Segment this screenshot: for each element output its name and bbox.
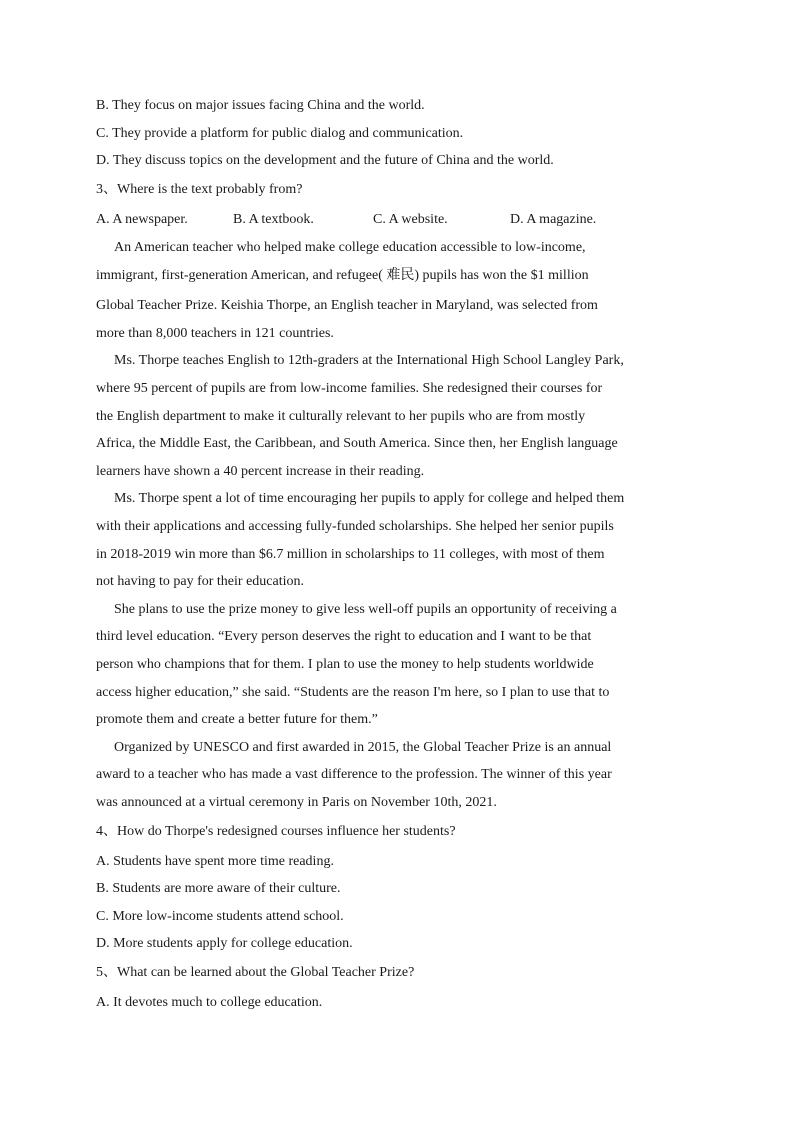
q4-option-c: C. More low-income students attend school. (96, 909, 344, 924)
passage-line: Global Teacher Prize. Keishia Thorpe, an English teacher in Maryland, was selected from (96, 298, 598, 313)
passage-line: award to a teacher who has made a vast difference to the profession. The winner of this year (96, 767, 612, 782)
passage-line: Ms. Thorpe teaches English to 12th-graders at the International High School Langley Park, (114, 353, 624, 368)
q3-option-a: A. A newspaper. (96, 212, 188, 227)
passage-line: Africa, the Middle East, the Caribbean, and South America. Since then, her English language (96, 436, 618, 451)
passage-line: Ms. Thorpe spent a lot of time encouraging her pupils to apply for college and helped them (114, 491, 625, 506)
passage-line: learners have shown a 40 percent increase in their reading. (96, 464, 425, 479)
passage-line: person who champions that for them. I plan to use the money to help students worldwide (96, 657, 594, 672)
passage-line: promote them and create a better future for them.” (96, 712, 378, 727)
q3-option-c: C. A website. (373, 212, 448, 227)
passage-line: third level education. “Every person deserves the right to education and I want to be that (96, 629, 592, 644)
passage-line: Organized by UNESCO and first awarded in 2015, the Global Teacher Prize is an annual (114, 740, 612, 755)
passage-line: She plans to use the prize money to give less well-off pupils an opportunity of receiving a (114, 602, 617, 617)
passage-line: access higher education,” she said. “Students are the reason I'm here, so I plan to use that to (96, 685, 610, 700)
q2-option-c: C. They provide a platform for public dialog and communication. (96, 126, 464, 141)
passage-line: where 95 percent of pupils are from low-income families. She redesigned their courses for (96, 381, 603, 396)
q5-option-a: A. It devotes much to college education. (96, 995, 323, 1010)
q3-stem: 3、Where is the text probably from? (96, 182, 303, 197)
passage-line: in 2018-2019 win more than $6.7 million in scholarships to 11 colleges, with most of them (96, 547, 605, 562)
q4-option-d: D. More students apply for college education. (96, 936, 353, 951)
passage-line: not having to pay for their education. (96, 574, 304, 589)
q3-option-b: B. A textbook. (233, 212, 314, 227)
q4-option-a: A. Students have spent more time reading. (96, 854, 334, 869)
q3-option-d: D. A magazine. (510, 212, 597, 227)
q5-stem: 5、What can be learned about the Global Teacher Prize? (96, 965, 415, 980)
q2-option-d: D. They discuss topics on the development and the future of China and the world. (96, 153, 554, 168)
passage-line: with their applications and accessing fully-funded scholarships. She helped her senior pupils (96, 519, 614, 534)
q2-option-b: B. They focus on major issues facing China and the world. (96, 98, 425, 113)
q4-stem: 4、How do Thorpe's redesigned courses influence her students? (96, 824, 456, 839)
passage-line: immigrant, first-generation American, and refugee( 难民) pupils has won the $1 million (96, 268, 589, 283)
passage-line: was announced at a virtual ceremony in Paris on November 10th, 2021. (96, 795, 497, 810)
passage-line: more than 8,000 teachers in 121 countries. (96, 326, 334, 341)
passage-line: the English department to make it culturally relevant to her pupils who are from mostly (96, 409, 586, 424)
q4-option-b: B. Students are more aware of their culture. (96, 881, 341, 896)
passage-line: An American teacher who helped make college education accessible to low-income, (114, 240, 586, 255)
